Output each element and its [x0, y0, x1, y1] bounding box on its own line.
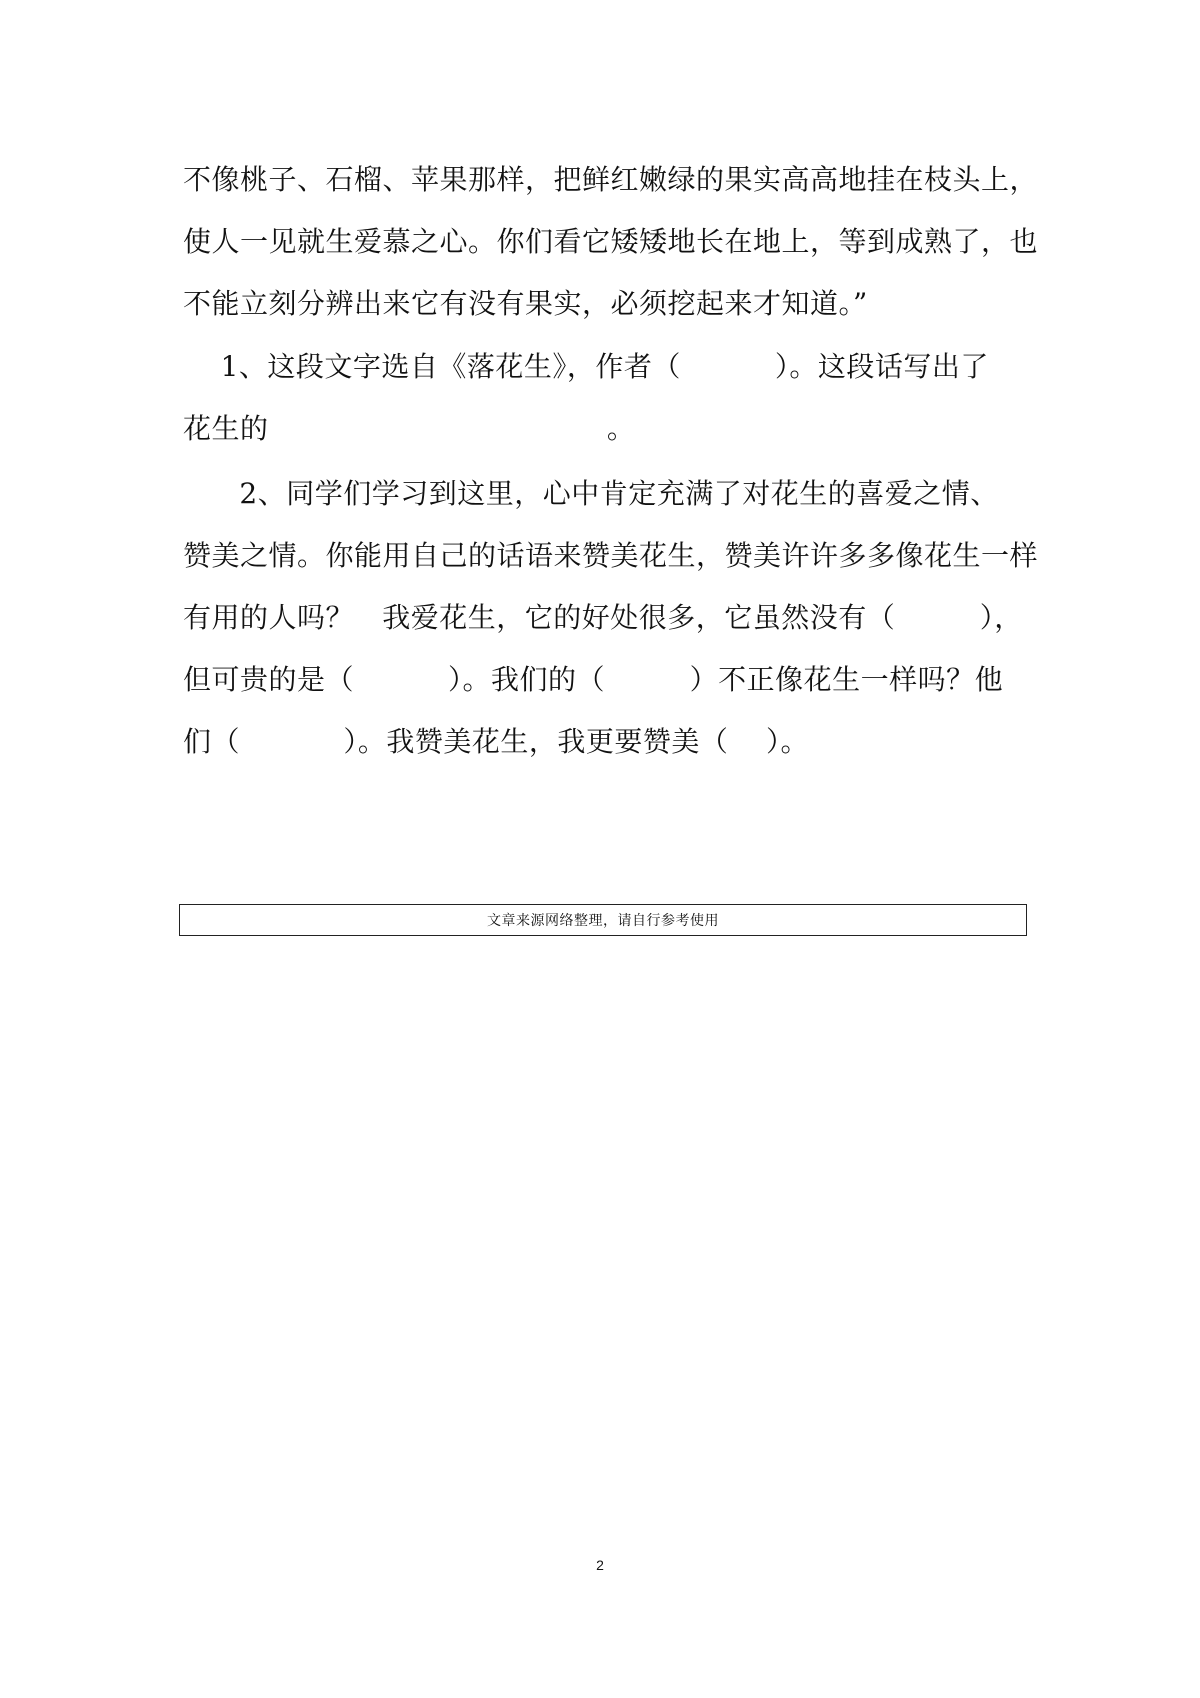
question-2-line-4: 但可贵的是（ ）。我们的（ ）不正像花生一样吗？他: [183, 663, 1004, 696]
source-note-text: 文章来源网络整理，请自行参考使用: [487, 913, 719, 929]
question-1-line-2: 花生的 。: [183, 412, 636, 445]
source-note-box: [179, 904, 1027, 936]
question-2-line-2: 赞美之情。你能用自己的话语来赞美花生，赞美许许多多像花生一样: [183, 539, 1039, 572]
passage-line-2: 使人一见就生爱慕之心。你们看它矮矮地长在地上，等到成熟了，也: [183, 225, 1039, 258]
question-1-line-1: 1、这段文字选自《落花生》，作者（ ）。这段话写出了: [183, 350, 989, 383]
passage-line-3: 不能立刻分辨出来它有没有果实，必须挖起来才知道。”: [183, 287, 868, 320]
question-2-line-3: 有用的人吗？ 我爱花生，它的好处很多，它虽然没有（ ），: [183, 601, 1023, 634]
question-2-line-5: 们（ ）。我赞美花生，我更要赞美（ ）。: [183, 725, 810, 758]
passage-line-1: 不像桃子、石榴、苹果那样，把鲜红嫩绿的果实高高地挂在枝头上，: [183, 163, 1039, 196]
page-number: 2: [596, 1557, 604, 1573]
question-2-line-1: 2、同学们学习到这里，心中肯定充满了对花生的喜爱之情、: [183, 477, 999, 510]
